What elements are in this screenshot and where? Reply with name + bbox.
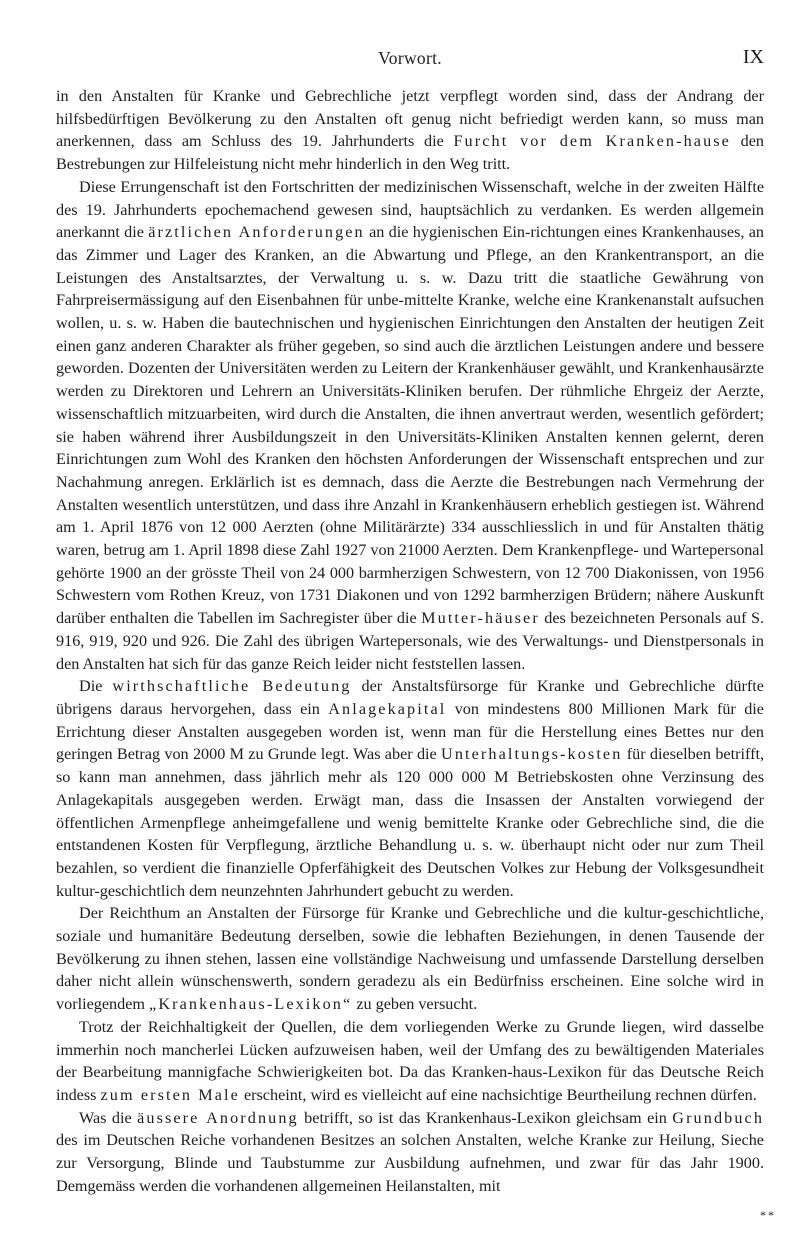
spaced-emphasis: ärztlichen Anforderungen	[148, 223, 365, 242]
text-run: des im Deutschen Reiche vorhandenen Besitzes an solchen Anstalten, welche Kranke zur Heilung, Sieche zur Versorgung, Blinde und Taubstumme zur Ausbildung aufnehmen, und zwar für das Jahr 1900. Demgemäss werden die vorhandenen allgemeinen Heilanstalten, mit	[56, 1131, 764, 1195]
spaced-emphasis: äussere Anordnung	[137, 1108, 299, 1127]
text-run: der Anstaltsfürsorge für Kranke und Gebrechliche dürfte übrigens daraus hervorgehen, dass ein	[56, 677, 764, 718]
paragraph	[56, 675, 764, 902]
paragraph	[56, 176, 764, 675]
text-run: zu geben versucht.	[352, 995, 478, 1014]
text-run: erscheint, wird es vielleicht auf eine nachsichtige Beurtheilung rechnen dürfen.	[239, 1085, 757, 1104]
paragraph	[56, 1107, 764, 1198]
text-run: für dieselben betrifft, so kann man annehmen, dass jährlich mehr als 120 000 000 M Betriebskosten ohne Verzinsung des Anlagekapitals ausgegeben werden. Erwägt man, dass die Insassen der Anstalten vorwiegend der öffentlichen Armenpflege anheimgefallene und wenig bemittelte Kranke oder Gebrechliche sind, die die entstandenen Kosten für Verpflegung, ärztliche Behandlung u. s. w. überhaupt nicht oder nur zum Theil bezahlen, so verdient die finanzielle Opferfähigkeit des Deutschen Volkes zur Hebung der Volksgesundheit kultur-geschichtlich dem neunzehnten Jahrhundert gebucht zu werden.	[56, 745, 765, 900]
running-head: Vorwort.	[378, 48, 442, 68]
text-run: betrifft, so ist das Krankenhaus-Lexikon gleichsam ein	[298, 1108, 673, 1127]
spaced-emphasis: Unterhaltungs-kosten	[441, 745, 623, 764]
body-text	[56, 85, 764, 1197]
text-run: Diese Errungenschaft ist den Fortschritten der medizinischen Wissenschaft, welche in der zweiten Hälfte des 19. Jahrhunderts epochemachend gewesen sind, hauptsächlich zu verdanken. Es werden allgemein anerkannt die	[56, 177, 764, 242]
spaced-emphasis: zum ersten Male	[100, 1085, 240, 1104]
spaced-emphasis: Grundbuch	[672, 1108, 765, 1127]
text-run: des bezeichneten Personals auf S. 916, 919, 920 und 926. Die Zahl des übrigen Wartepersonals, wie des Verwaltungs- und Dienstpersonals in den Anstalten hat sich für das ganze Reich leider nicht feststellen lassen.	[56, 609, 764, 673]
signature-mark: **	[760, 1208, 776, 1222]
page-number: IX	[742, 46, 764, 68]
text-run: den Bestrebungen zur Hilfeleistung nicht mehr hinderlich in den Weg tritt.	[56, 132, 765, 174]
spaced-emphasis: Mutter-häuser	[421, 609, 540, 628]
spaced-emphasis: „Krankenhaus-Lexikon“	[149, 995, 353, 1014]
text-run: Die	[79, 677, 113, 696]
book-page	[56, 30, 764, 1197]
text-run: in den Anstalten für Kranke und Gebrechliche jetzt verpflegt worden sind, dass der Andrang der hilfsbedürftigen Bevölkerung zu den Anstalten oft genug nicht befriedigt werden kann, so muss man anerkennen, dass am Schluss des 19. Jahrhunderts die	[56, 87, 764, 151]
text-run: Was die	[79, 1108, 138, 1127]
spaced-emphasis: Furcht vor dem Kranken-hause	[453, 132, 731, 151]
page-header	[56, 30, 764, 70]
text-run: an die hygienischen Ein-richtungen eines Krankenhauses, an das Zimmer und Lager des Kranken, an die Abwartung und Pflege, an den Krankentransport, an die Leistungen des Anstaltsarztes, der Verwaltung u. s. w. Dazu tritt die staatliche Gewährung von Fahrpreisermässigung auf den Eisenbahnen für unbe-mittelte Kranke, welche eine Krankenanstalt aufsuchen wollen, u. s. w. Haben die bautechnischen und hygienischen Einrichtungen den Anstalten der heutigen Zeit einen ganz anderen Charakter als früher gegeben, so sind auch die ärztlichen Leistungen andere und bessere geworden. Dozenten der Universitäten werden zu Leitern der Krankenhäuser gewählt, und Krankenhausärzte werden zu Direktoren und Lehrern an Universitäts-Kliniken berufen. Der rühmliche Ehrgeiz der Aerzte, wissenschaftlich mitzuarbeiten, wird durch die Anstalten, die ihnen anvertraut werden, wesentlich gefördert; sie haben während ihrer Ausbildungszeit in den Universitäts-Kliniken Anstalten kennen gelernt, deren Einrichtungen zum Wohl des Kranken den höchsten Anforderungen der Wissenschaft entsprechen und zur Nachahmung anregen. Erklärlich ist es demnach, dass die Aerzte die Bestrebungen nach Vermehrung der Anstalten wesentlich unterstützen, und dass ihre Anzahl in Krankenhäusern erheblich gestiegen ist. Während am 1. April 1876 von 12 000 Aerzten (ohne Militärärzte) 334 ausschliesslich in und für Anstalten thätig waren, betrug am 1. April 1898 diese Zahl 1927 von 21000 Aerzten. Dem Krankenpflege- und Wartepersonal gehörte 1900 an der grösste Theil von 24 000 barmherzigen Schwestern, von 12 700 Diakonissen, von 1956 Schwestern vom Rothen Kreuz, von 1731 Diakonen und von 1292 barmherzigen Brüdern; nähere Auskunft darüber enthalten die Tabellen im Sachregister über die	[56, 223, 765, 628]
text-run: Trotz der Reichhaltigkeit der Quellen, die dem vorliegenden Werke zu Grunde liegen, wird dasselbe immerhin noch mancherlei Lücken aufzuweisen haben, weil der Umfang des zu bewältigenden Materiales der Bearbeitung mannigfache Schwierigkeiten bot. Da das Kranken-haus-Lexikon für das Deutsche Reich indess	[56, 1017, 764, 1104]
paragraph	[56, 85, 764, 176]
text-run: von mindestens 800 Millionen Mark für die Errichtung dieser Anstalten ausgegeben worden ist, wenn man für die Herstellung eines Bettes nur den geringen Betrag von 2000 M zu Grunde legt. Was aber die	[56, 699, 764, 764]
paragraph	[56, 902, 764, 1016]
spaced-emphasis: wirthschaftliche Bedeutung	[112, 677, 352, 696]
paragraph	[56, 1016, 764, 1107]
text-run: Der Reichthum an Anstalten der Fürsorge für Kranke und Gebrechliche und die kultur-geschichtliche, soziale und humanitäre Bedeutung derselben, sowie die lebhaften Beziehungen, in denen Tausende der Bevölkerung zu ihnen stehen, lassen eine vollständige Nachweisung und umfassende Darstellung derselben daher nicht allein wünschenswerth, sondern geradezu als ein Bedürfniss erscheinen. Eine solche wird in vorliegendem	[56, 904, 764, 1014]
spaced-emphasis: Anlagekapital	[328, 699, 447, 718]
